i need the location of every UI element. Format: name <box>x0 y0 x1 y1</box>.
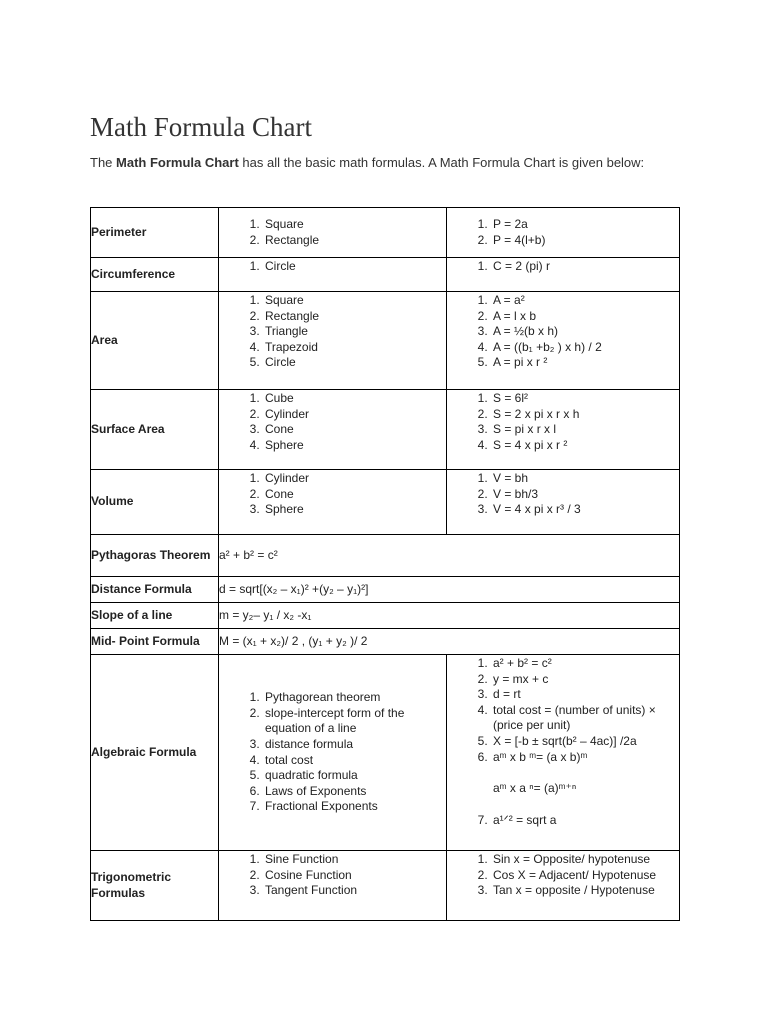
row-label: Perimeter <box>91 208 219 258</box>
formula-cell <box>447 390 680 470</box>
list-item: 3. Tangent Function <box>263 883 446 899</box>
intro-bold: Math Formula Chart <box>116 155 239 170</box>
shape-list <box>219 471 446 518</box>
function-list <box>219 852 446 899</box>
list-item: 2. Cone <box>263 487 446 503</box>
list-item: 7. a¹ᐟ² = sqrt a <box>491 813 679 829</box>
list-item: 5. A = pi x r ² <box>491 355 679 371</box>
row-label: Mid- Point Formula <box>91 629 219 655</box>
formula-list <box>447 656 679 828</box>
list-item: 2. P = 4(l+b) <box>491 233 679 249</box>
row-distance <box>91 577 680 603</box>
list-item: 4. Trapezoid <box>263 340 446 356</box>
formula-cell: M = (x₁ + x₂)/ 2 , (y₁ + y₂ )/ 2 <box>219 629 680 655</box>
row-volume <box>91 470 680 535</box>
page-title: Math Formula Chart <box>90 112 312 142</box>
list-item: 3. Cone <box>263 422 446 438</box>
list-item: 1. V = bh <box>491 471 679 487</box>
topic-list <box>219 690 446 815</box>
row-label: Surface Area <box>91 390 219 470</box>
row-pythagoras <box>91 535 680 577</box>
formula-list <box>447 293 679 371</box>
row-label: Circumference <box>91 258 219 292</box>
row-midpoint <box>91 629 680 655</box>
formula-cell: a² + b² = c² <box>219 535 680 577</box>
list-item: 2. slope-intercept form of the equation of a line <box>263 706 446 737</box>
list-item-unnumbered: aᵐ x a ⁿ= (a)ᵐ⁺ⁿ <box>493 781 577 796</box>
row-algebraic <box>91 655 680 851</box>
list-item: 4. S = 4 x pi x r ² <box>491 438 679 454</box>
row-label: Pythagoras Theorem <box>91 535 219 577</box>
list-item: 3. V = 4 x pi x r³ / 3 <box>491 502 679 518</box>
formula-cell: m = y₂– y₁ / x₂ -x₁ <box>219 603 680 629</box>
formula-cell <box>447 470 680 535</box>
shape-list <box>219 293 446 371</box>
intro-text <box>90 155 644 170</box>
list-item: 5. X = [-b ± sqrt(b² – 4ac)] /2a <box>491 734 679 750</box>
list-item: 1. S = 6l² <box>491 391 679 407</box>
list-item: 2. Rectangle <box>263 233 446 249</box>
row-label: Distance Formula <box>91 577 219 603</box>
function-cell <box>219 851 447 921</box>
shape-list <box>219 259 446 275</box>
list-item: 3. Tan x = opposite / Hypotenuse <box>491 883 679 899</box>
row-surface-area <box>91 390 680 470</box>
list-item: 1. a² + b² = c² <box>491 656 679 672</box>
list-item: 2. Cos X = Adjacent/ Hypotenuse <box>491 868 679 884</box>
list-item: 3. S = pi x r x l <box>491 422 679 438</box>
list-item: 5. Circle <box>263 355 446 371</box>
list-item: 2. V = bh/3 <box>491 487 679 503</box>
row-label: Trigonometric Formulas <box>91 851 219 921</box>
formula-list <box>447 217 679 248</box>
row-circumference <box>91 258 680 292</box>
list-item: 3. A = ½(b x h) <box>491 324 679 340</box>
shape-cell <box>219 390 447 470</box>
list-item: 1. Square <box>263 217 446 233</box>
list-item: 2. y = mx + c <box>491 672 679 688</box>
formula-list <box>447 259 679 275</box>
row-trigonometric <box>91 851 680 921</box>
list-item: 3. Triangle <box>263 324 446 340</box>
row-label: Area <box>91 292 219 390</box>
shape-cell <box>219 208 447 258</box>
list-item: 6. aᵐ x b ᵐ= (a x b)ᵐ <box>491 750 679 766</box>
intro-suffix: has all the basic math formulas. A Math Formula Chart is given below: <box>238 155 645 170</box>
formula-cell <box>447 292 680 390</box>
shape-cell <box>219 292 447 390</box>
list-item: 1. P = 2a <box>491 217 679 233</box>
formula-cell <box>447 208 680 258</box>
formula-cell <box>447 655 680 851</box>
shape-list <box>219 391 446 453</box>
formula-cell <box>447 851 680 921</box>
topic-cell <box>219 655 447 851</box>
formula-list <box>447 852 679 899</box>
list-item: 1. A = a² <box>491 293 679 309</box>
row-label: Slope of a line <box>91 603 219 629</box>
list-item: 4. A = ((b₁ +b₂ ) x h) / 2 <box>491 340 679 356</box>
shape-list <box>219 217 446 248</box>
list-item: 6. Laws of Exponents <box>263 784 446 800</box>
list-item: 3. d = rt <box>491 687 679 703</box>
list-item: 1. Cylinder <box>263 471 446 487</box>
list-item: 2. Cylinder <box>263 407 446 423</box>
list-item: 1. Sine Function <box>263 852 446 868</box>
list-item: 1. Sin x = Opposite/ hypotenuse <box>491 852 679 868</box>
formula-table <box>90 207 680 921</box>
list-item: 2. A = l x b <box>491 309 679 325</box>
row-label: Volume <box>91 470 219 535</box>
list-item: 7. Fractional Exponents <box>263 799 446 815</box>
shape-cell <box>219 470 447 535</box>
row-area <box>91 292 680 390</box>
row-label: Algebraic Formula <box>91 655 219 851</box>
list-item: 2. S = 2 x pi x r x h <box>491 407 679 423</box>
list-item: 3. distance formula <box>263 737 446 753</box>
list-item: 1. Pythagorean theorem <box>263 690 446 706</box>
formula-list <box>447 391 679 453</box>
intro-prefix: The <box>90 155 117 170</box>
list-item: 1. Cube <box>263 391 446 407</box>
list-item: 4. total cost = (number of units) × (price per unit) <box>491 703 679 734</box>
list-item: 1. Square <box>263 293 446 309</box>
list-item: 4. Sphere <box>263 438 446 454</box>
list-item: 3. Sphere <box>263 502 446 518</box>
list-item: 2. Cosine Function <box>263 868 446 884</box>
list-item: 1. C = 2 (pi) r <box>491 259 679 275</box>
list-item: 1. Circle <box>263 259 446 275</box>
formula-cell <box>447 258 680 292</box>
list-item: 5. quadratic formula <box>263 768 446 784</box>
shape-cell <box>219 258 447 292</box>
formula-cell: d = sqrt[(x₂ – x₁)² +(y₂ – y₁)²] <box>219 577 680 603</box>
list-item: 2. Rectangle <box>263 309 446 325</box>
formula-list <box>447 471 679 518</box>
list-item: 4. total cost <box>263 753 446 769</box>
row-slope <box>91 603 680 629</box>
row-perimeter <box>91 208 680 258</box>
